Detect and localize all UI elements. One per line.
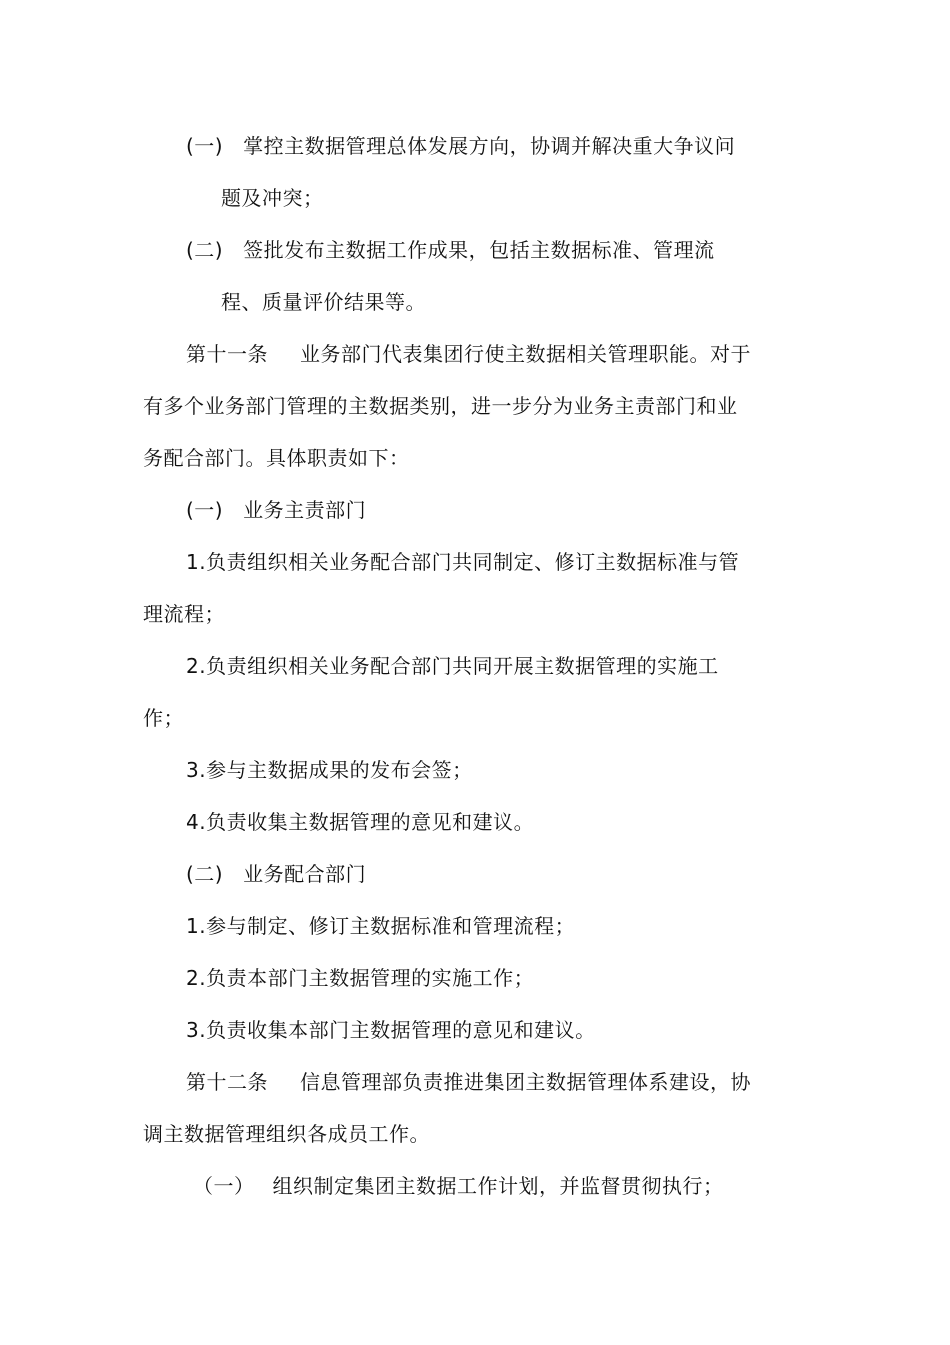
numbered-item: 3.参与主数据成果的发布会签； [186, 758, 473, 782]
numbered-item: 1.参与制定、修订主数据标准和管理流程； [186, 914, 576, 938]
list-item-text: 掌控主数据管理总体发展方向，协调并解决重大争议问 [243, 134, 736, 158]
numbered-item: 1.负责组织相关业务配合部门共同制定、修订主数据标准与管 [186, 550, 740, 574]
list-marker: (二) [186, 238, 224, 262]
article-text: 业务部门代表集团行使主数据相关管理职能。对于 [300, 342, 751, 366]
section-heading [186, 497, 366, 523]
paragraph-line: 有多个业务部门管理的主数据类别，进一步分为业务主责部门和业 [143, 394, 738, 418]
article-label: 第十一条 [186, 342, 268, 366]
article-label: 第十二条 [186, 1070, 268, 1094]
list-marker: (二) [186, 862, 224, 886]
numbered-item-continuation: 作； [143, 706, 184, 730]
list-item [186, 237, 715, 263]
list-marker: (一) [186, 134, 224, 158]
article-12-heading [186, 1069, 751, 1095]
list-item [186, 133, 735, 159]
list-item-continuation: 程、质量评价结果等。 [221, 290, 426, 314]
section-heading [186, 861, 366, 887]
article-text: 信息管理部负责推进集团主数据管理体系建设，协 [300, 1070, 751, 1094]
section-title: 业务主责部门 [243, 498, 367, 522]
numbered-item: 3.负责收集本部门主数据管理的意见和建议。 [186, 1018, 596, 1042]
list-marker: （一） [193, 1174, 255, 1198]
paragraph-line: 调主数据管理组织各成员工作。 [143, 1122, 430, 1146]
article-11-heading [186, 341, 751, 367]
numbered-item: 2.负责本部门主数据管理的实施工作； [186, 966, 535, 990]
numbered-item: 4.负责收集主数据管理的意见和建议。 [186, 810, 535, 834]
list-item [193, 1173, 724, 1199]
list-marker: (一) [186, 498, 224, 522]
list-item-text: 组织制定集团主数据工作计划，并监督贯彻执行； [272, 1174, 724, 1198]
section-title: 业务配合部门 [243, 862, 367, 886]
paragraph-line: 务配合部门。具体职责如下： [143, 446, 410, 470]
list-item-text: 签批发布主数据工作成果，包括主数据标准、管理流 [243, 238, 715, 262]
numbered-item-continuation: 理流程； [143, 602, 225, 626]
numbered-item: 2.负责组织相关业务配合部门共同开展主数据管理的实施工 [186, 654, 719, 678]
list-item-continuation: 题及冲突； [221, 186, 324, 210]
